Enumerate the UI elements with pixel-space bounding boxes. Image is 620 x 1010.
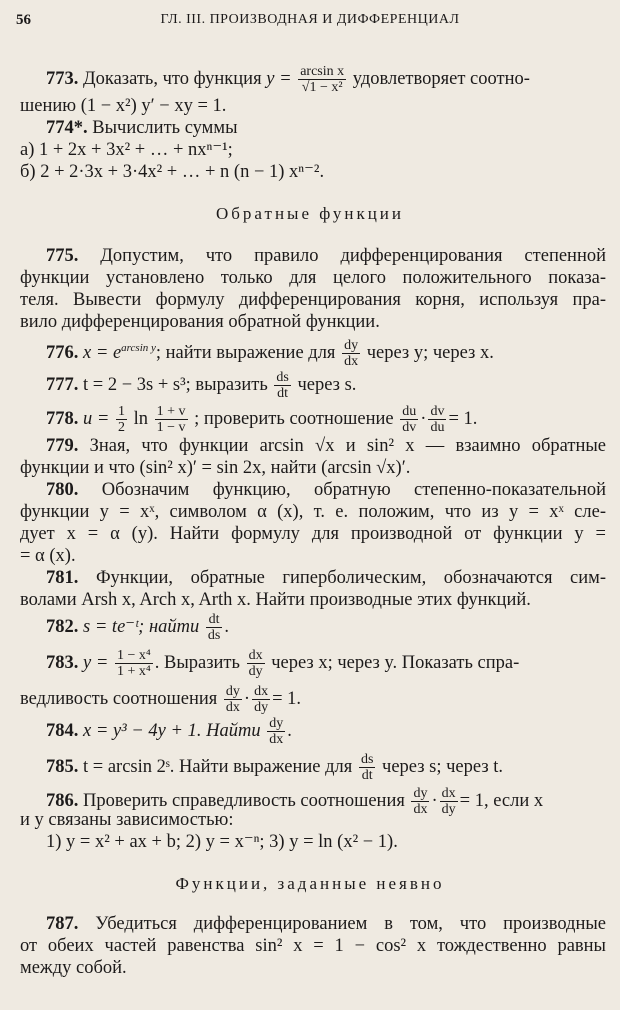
problem-777: 777. t = 2 − 3s + s³; выразить $\frac{ds}{dt}$ через s.	[46, 370, 357, 401]
problem-774-line1: 774*. Вычислить суммы	[46, 118, 238, 138]
problem-779-line1: 779. Зная, что функции arcsin √x и sin² x — взаимно обратные	[46, 436, 607, 456]
problem-776: 776. $x = e^{arcsin y}$; найти выражение для $\frac{dy}{dx}$ через y; через x.	[46, 338, 494, 370]
problem-775-line3: теля. Вывести формулу дифференцирования корня, используя пра-	[20, 290, 606, 310]
problem-786-line2: и y связаны зависимостью:	[20, 810, 234, 830]
problem-780-line3: дует x = α (y). Найти формулу для производной от функции y =	[20, 524, 606, 544]
problem-775-line4: вило дифференцирования обратной функции.	[20, 312, 380, 332]
problem-785: 785. t = arcsin 2ˢ. Найти выражение для $\frac{ds}{dt}$ через s; через t.	[46, 752, 504, 783]
problem-787-line1: 787. Убедиться дифференцированием в том, что производные	[46, 914, 606, 934]
problem-774-a: а) 1 + 2x + 3x² + … + nxⁿ⁻¹;	[20, 140, 233, 160]
problem-787-line3: между собой.	[20, 958, 127, 978]
problem-780-line1: 780. Обозначим функцию, обратную степенно-показательной	[46, 480, 606, 500]
fraction: $\frac{\text{arcsin x}}{\text{√1 − x²}}$	[300, 64, 345, 95]
problem-775-line2: функции установлено только для целого положительного показа-	[20, 268, 606, 288]
problem-780-line4: = α (x).	[20, 546, 76, 566]
page-header	[16, 12, 604, 36]
problem-786-line1: 786. Проверить справедливость соотношения $\frac{dy}{dx}$ · $\frac{dx}{dy}$ = 1, если x	[46, 786, 544, 817]
problem-783-line2: ведливость соотношения $\frac{dy}{dx}$ · $\frac{dx}{dy}$ = 1.	[20, 684, 302, 715]
problem-774-b: б) 2 + 2·3x + 3·4x² + … + n (n − 1) xⁿ⁻².	[20, 162, 325, 182]
problem-773-line2: шению (1 − x²) y′ − xy = 1.	[20, 96, 227, 116]
problem-781-line1: 781. Функции, обратные гиперболическим, обозначаются сим-	[46, 568, 607, 588]
problem-781-line2: волами Arsh x, Arch x, Arth x. Найти производные этих функций.	[20, 590, 531, 610]
page-number: 56	[16, 12, 31, 28]
section-heading-implicit: Функции, заданные неявно	[175, 874, 445, 893]
problem-775-line1: 775. Допустим, что правило дифференцирования степенной	[46, 246, 607, 266]
problem-782: 782. s = te⁻ᵗ; найти $\frac{dt}{ds}$ .	[46, 612, 229, 643]
problem-779-line2: функции и что (sin² x)′ = sin 2x, найти (arcsin √x)′.	[20, 458, 411, 478]
problem-787-line2: от обеих частей равенства sin² x = 1 − cos² x тождественно равны	[20, 936, 606, 956]
problem-773-line1: 773. Доказать, что функция y = $\frac{\text{arcsin x}}{\text{√1 − x²}}$ удовлетворяет соотно-	[46, 64, 530, 95]
problem-780-line2: функции y = xˣ, символом α (x), т. е. положим, что из y = xˣ сле-	[20, 502, 606, 522]
running-title: ГЛ. III. ПРОИЗВОДНАЯ И ДИФФЕРЕНЦИАЛ	[160, 12, 460, 27]
problem-786-line3: 1) y = x² + ax + b; 2) y = x⁻ⁿ; 3) y = ln (x² − 1).	[46, 832, 398, 852]
problem-784: 784. x = y³ − 4y + 1. Найти $\frac{dy}{dx}$ .	[46, 716, 292, 747]
section-heading-inverse: Обратные функции	[215, 204, 405, 223]
problem-783-line1: 783. y = $\frac{\text{1 − x⁴}}{\text{1 + x⁴}}$ . Выразить $\frac{dx}{dy}$ через x; через y. Показать спра-	[46, 648, 520, 679]
problem-778: 778. u = $\frac{1}{2}$ ln $\frac{1 + v}{1 - v}$ ; проверить соотношение $\frac{du}{dv}$ · $\frac{dv}{du}$ = 1.	[46, 404, 478, 435]
